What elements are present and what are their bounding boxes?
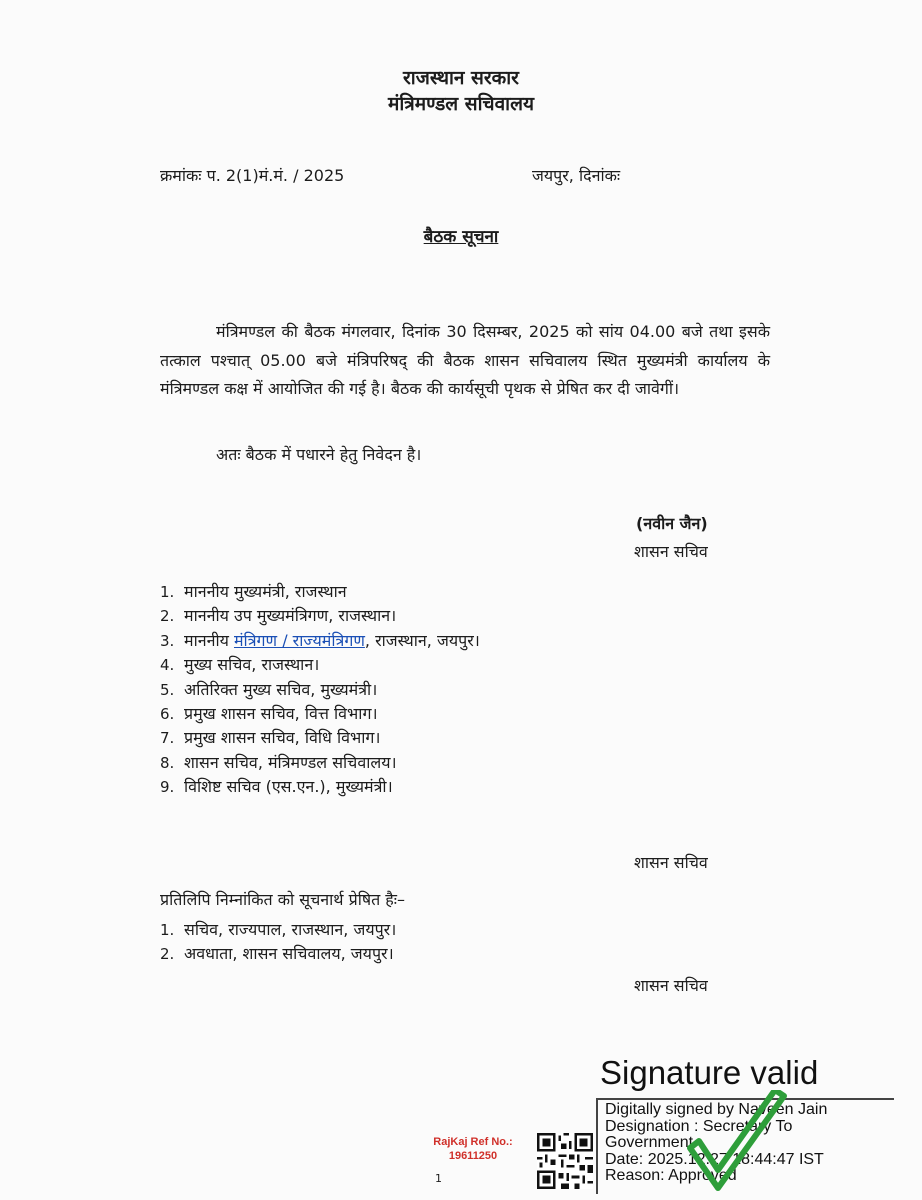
rajkaj-ref-label: RajKaj Ref No.: [433,1136,513,1148]
recipient-list [160,580,480,800]
page-number: 1 [435,1172,442,1185]
recipient-item [160,629,480,653]
third-signature-designation: शासन सचिव [634,976,708,995]
recipient-number: 4. [160,656,175,675]
copy-item [160,918,396,942]
signature-line: Government [605,1134,694,1152]
department-heading: मंत्रिमण्डल सचिवालय [387,93,535,115]
recipient-text: प्रमुख शासन सचिव, वित्त विभाग। [184,703,378,723]
second-signature-designation: शासन सचिव [634,853,708,872]
copy-item [160,942,396,966]
copy-number: 1. [160,921,175,939]
recipient-number: 7. [160,729,175,748]
recipient-text: मुख्य सचिव, राजस्थान। [184,655,320,675]
recipient-text: विशिष्ट सचिव (एस.एन.), मुख्यमंत्री। [184,777,393,797]
recipient-item [160,678,480,702]
copy-heading: प्रतिलिपि निम्नांकित को सूचनार्थ प्रेषित हैः– [160,890,406,909]
recipient-number: 9. [160,778,175,797]
recipient-text-suffix: , राजस्थान, जयपुर। [364,630,480,650]
recipient-item [160,702,480,726]
recipient-item [160,751,480,775]
recipient-linked-text: मंत्रिगण / राज्यमंत्रिगण [233,630,365,650]
copy-text: सचिव, राज्यपाल, राजस्थान, जयपुर। [184,920,397,939]
signature-line: Digitally signed by Naveen Jain [605,1101,828,1118]
recipient-text: प्रमुख शासन सचिव, विधि विभाग। [184,728,381,748]
signature-line: Designation : Secretary To [605,1117,793,1135]
request-line: अतः बैठक में पधारने हेतु निवेदन है। [216,445,422,464]
copy-number: 2. [160,945,175,964]
notice-title: बैठक सूचना [423,227,499,247]
copy-list [160,918,396,967]
signatory-designation: शासन सचिव [634,542,708,561]
recipient-text: माननीय उप मुख्यमंत्रिगण, राजस्थान। [184,606,397,626]
recipient-number: 2. [160,607,175,626]
qr-code-icon [537,1133,593,1189]
recipient-item [160,653,480,677]
signatory-name: (नवीन जैन) [636,514,708,533]
recipient-text: अतिरिक्त मुख्य सचिव, मुख्यमंत्री। [184,679,378,699]
government-heading: राजस्थान सरकार [403,67,519,89]
recipient-text: माननीय [184,630,234,650]
reference-number: क्रमांकः प. 2(1)मं.मं. / 2025 [160,166,345,185]
signature-line: Date: 2025.12.27 18:44:47 IST [605,1150,824,1168]
recipient-item [160,726,480,750]
notice-body: मंत्रिमण्डल की बैठक मंगलवार, दिनांक 30 दिसम्बर, 2025 को सांय 04.00 बजे तथा इसके तत्काल पश्चात् 05.00 बजे मंत्रिपरिषद् की बैठक शासन सचिवालय स्थित मुख्यमंत्री कार्यालय के मंत्रिमण्डल कक्ष में आयोजित की गई है। बैठक की कार्यसूची पृथक से प्रेषित कर दी जावेगीं। [160,322,770,398]
recipient-text: माननीय मुख्यमंत्री, राजस्थान [184,582,347,601]
signature-line: Reason: Approved [605,1167,737,1185]
recipient-item [160,580,480,604]
recipient-text: शासन सचिव, मंत्रिमण्डल सचिवालय। [184,752,397,772]
place-date: जयपुर, दिनांकः [532,166,621,185]
copy-text: अवधाता, शासन सचिवालय, जयपुर। [184,944,394,964]
recipient-number: 6. [160,704,175,723]
recipient-item [160,604,480,628]
recipient-number: 5. [160,680,175,699]
recipient-number: 3. [160,631,175,650]
recipient-number: 8. [160,753,175,772]
recipient-item [160,775,480,799]
check-icon [682,1090,792,1200]
recipient-number: 1. [160,583,175,601]
rajkaj-ref-number: 19611250 [448,1150,498,1162]
rajkaj-reference [420,1135,526,1163]
signature-status: Signature valid [600,1054,819,1091]
